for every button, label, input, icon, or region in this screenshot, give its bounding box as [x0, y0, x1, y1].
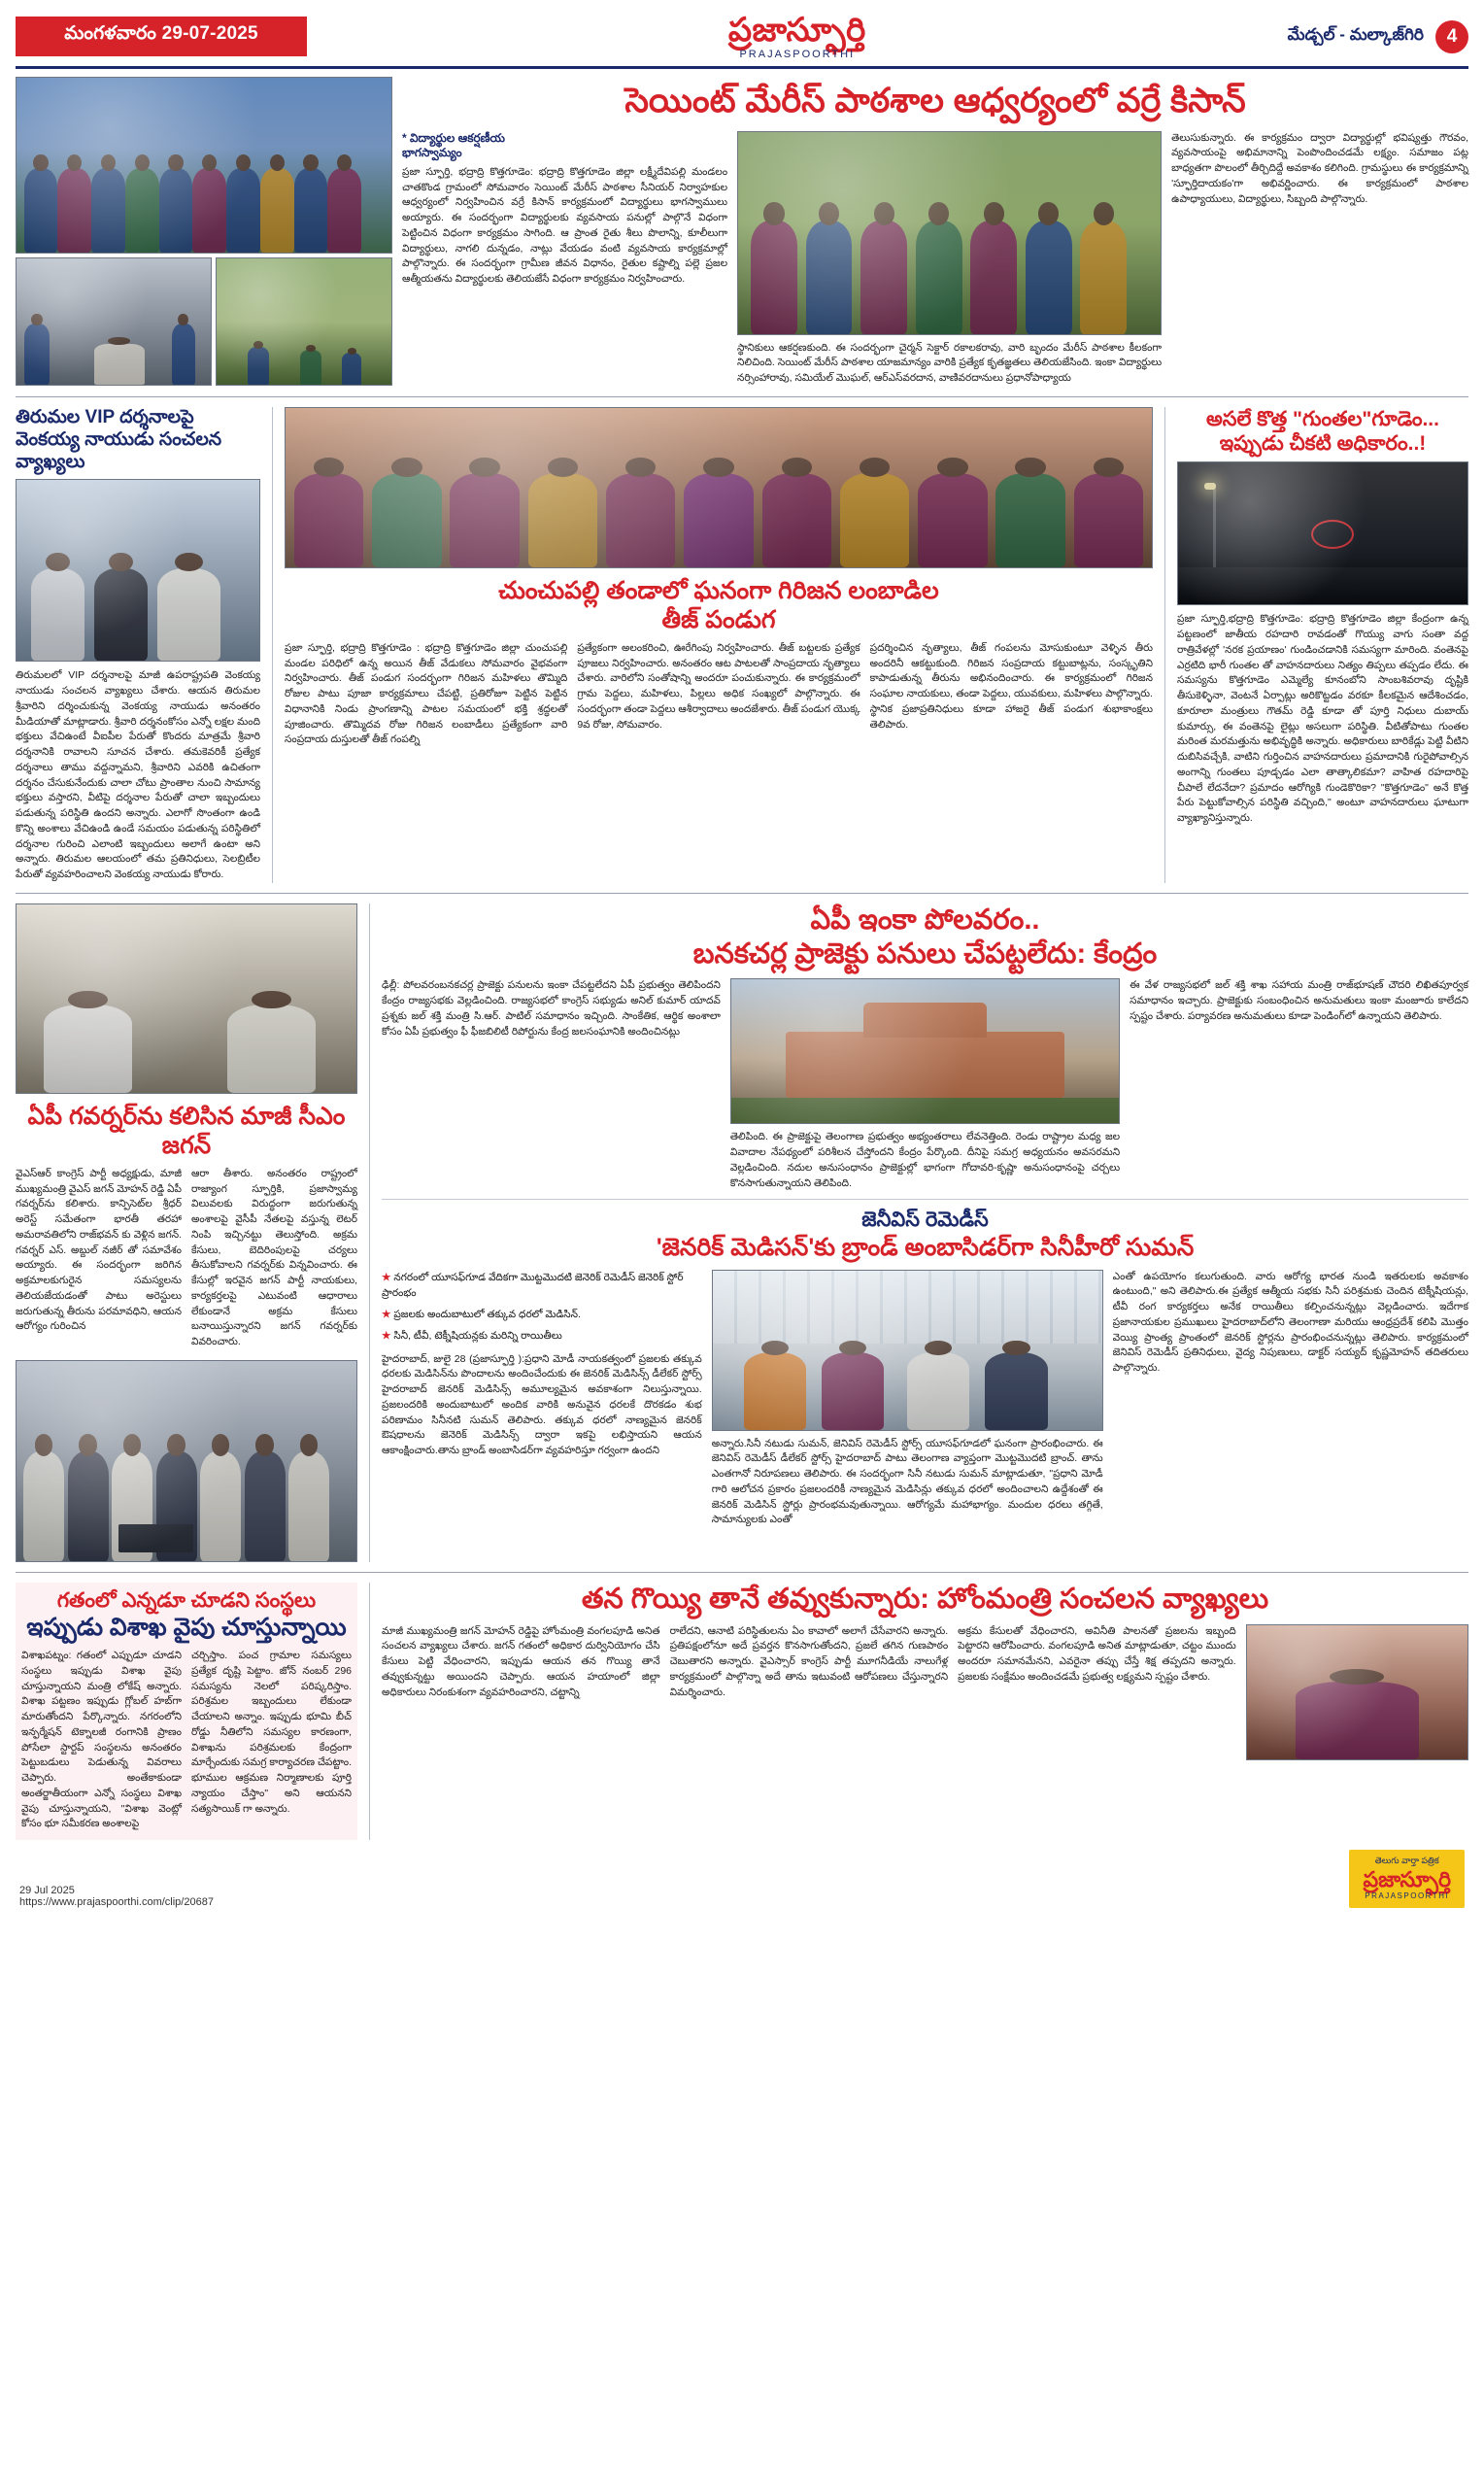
photo-bullock-cart	[16, 257, 212, 386]
generic-bullet-2: ★ సినీ, టీవీ, టెక్నీషియన్లకు మరిన్ని రాయితీలు	[382, 1330, 562, 1343]
lead-body-col-3: తెలుసుకున్నారు. ఈ కార్యక్రమం ద్వారా విద్యార్థుల్లో భవిష్యత్తు గౌరవం, వ్యవసాయంపై అభిమానాన్ని పెంపొందించడమే లక్ష్యం. సమాజం పట్ల బాధ్యతగా పొలంలో తీర్చిదిద్దే అవకాశం కలిగింది. గ్రామస్థులు ఈ కార్యక్రమాన్ని 'స్ఫూర్తిదాయకం'గా అభివర్ణించారు. ఈ కార్యక్రమంలో పాఠశాల ఉపాధ్యాయులు, విద్యార్థులు, సిబ్బంది పాల్గొన్నారు.	[1171, 131, 1468, 205]
lead-body-col-2: స్థానికులు ఆకర్షణకుంది. ఈ సందర్భంగా చైర్మన్ సెక్టార్ రకాలకరావు, వారి బృందం మేరీస్ పాఠశాల కీలకంగా నిలిచింది. సెయింట్ మేరీస్ పాఠశాల యాజమాన్యం వారికి ప్రత్యేక కృతజ్ఞతలు తెలియజేసింది. ఇంకా విద్యార్థులు నర్సింహారావు, సమియేల్ మొఘల్, ఆర్ఎస్‌వరదాన, వాణివరదానులు ప్రధానోపాధ్యాయ	[737, 341, 1163, 385]
logo-subtitle: PRAJASPOORTHI	[739, 48, 856, 60]
guntala-headline-2: ఇప్పుడు చీకటి అధికారం..!	[1219, 432, 1427, 456]
teej-headline-1: చుంచుపల్లి తండాలో ఘనంగా గిరిజన లంబాడిల	[498, 576, 939, 604]
photo-paddy-field	[216, 257, 393, 386]
teej-body-col-2: ప్రత్యేకంగా అలంకరించి, ఊరేగింపు నిర్వహించారు. తీజ్ బట్టలకు ప్రత్యేక పూజలు నిర్వహించారు. అనంతరం ఆట పాటలతో సాంప్రదాయ నృత్యాలు చేశారు. వారిలోని సంతోషాన్ని అందరూ పంచుకున్నారు. ఈ కార్యక్రమంలో గ్రామ పెద్దలు, మహిళలు, పిల్లలు అధిక సంఖ్యలో పాల్గొన్నారు. ఈ సందర్భంగా తండా పెద్దలు ఆశీర్వాదాలు అందజేశారు. తీజ్ పండుగ యొక్క 9వ రోజు, సోమవారం.	[577, 641, 860, 731]
story-teej	[285, 407, 1153, 883]
teej-body-col-3: ప్రదర్శించిన నృత్యాలు, తీజ్ గంపలను మోసుకుంటూ వెళ్ళిన తీరు అందరినీ ఆకట్టుకుంది. గిరిజన సంప్రదాయ కట్టుబాట్లను, సంస్కృతిని కాపాడుతున్న తీరును అభినందించారు. ఈ కార్యక్రమంలో గిరిజన సంఘాల నాయకులు, తండా పెద్దలు, యువకులు, మహిళలు పాల్గొన్నారు. స్థానిక ప్రజాప్రతినిధులు కూడా హాజరై తీజ్ పండుగ శుభాకాంక్షలు తెలిపారు.	[869, 641, 1153, 731]
footer-url[interactable]: https://www.prajaspoorthi.com/clip/20687	[19, 1896, 214, 1909]
generic-body-col-2: అన్నారు.సినీ నటుడు సుమన్, జెనివిస్ రెమెడీస్ స్టోర్స్ యూసఫ్‌గూడలో ఘనంగా ప్రారంభించారు. ఈ జెనివిస్ రెమెడీస్ డీలేకర్ స్టోర్స్ హైదరాబాద్ పాటు తెలంగాణ వ్యాప్తంగా మొట్టమొదటి బ్రాంచ్. తాను ఎంతగానో నిరూపణలు తెలిపారు. ఈ సందర్భంగా సినీ నటుడు సుమన్ మాట్లాడుతూ, "ప్రధాని మోడీ గారి ఆలోచన ప్రకారం ప్రజలందరికీ నాణ్యమైన మెడిసిన్లు తక్కువ ధరలో అందించాలని ఉద్దేశంతో ఈ జెనరిక్ మెడిసిన్ స్టోర్లు ప్రారంభమవుతున్నాయి. ఆరోగ్యమే మహాభాగ్యం. మందుల ధరలు తగ్గితే, సామాన్యులకు ఎంతో	[711, 1437, 1103, 1526]
photo-home-minister	[1246, 1624, 1468, 1760]
right-stack	[382, 903, 1468, 1562]
visakha-headline-1: గతంలో ఎన్నడూ చూడని సంస్థలు	[56, 1588, 317, 1612]
bullet-star-icon: ★	[382, 1309, 394, 1321]
bullet-star-icon: ★	[382, 1271, 394, 1283]
photo-students-planting	[16, 77, 392, 254]
home-minister-body-col-2: రాలేదని, ఆనాటి పరిస్థితులను ఏం కావాలో అలాగే చేసేవారని అన్నారు. ప్రతిపక్షంలోనూ అదే ప్రవర్తన కొనసాగుతోందని, ప్రజలే తగిన గుణపాఠం చెబుతారని అన్నారు. వైఎస్సార్ కాంగ్రెస్ పార్టీ మూగనీడియే నాలుగేళ్ల కార్యక్రమంలో పాల్గొన్నా అదే తాను ఇటువంటి ఆరోపణలు చేస్తున్నారని విమర్శించారు.	[669, 1624, 949, 1698]
generic-headline: 'జెనరిక్ మెడిసన్'కు బ్రాండ్ అంబాసిడర్‌గా సినీహీరో సుమన్	[656, 1233, 1195, 1261]
generic-bullet-0: ★ నగరంలో యూసఫ్‌గూడ వేదికగా మొట్టమొదటి జెనెరిక్ రెమెడీస్ జెనెరిక్ స్టోర్ ప్రారంభం	[382, 1271, 684, 1299]
lead-subhead-2: భాగస్వామ్యం	[402, 146, 462, 160]
jagan-body-col-2: ఆరా తీశారు. అనంతరం రాష్ట్రంలో రాజ్యాంగ స్ఫూర్తికి, ప్రజాస్వామ్య విలువలకు విరుద్ధంగా జరుగుతున్న అంశాలపై వైసీపీ నేతలపై వస్తున్న లెటర్ నింపి ఇచ్చినట్టు తెలుస్తోంది. అక్రమ కేసులు, బెదిరింపులపై చర్యలు తీసుకోవాలని గవర్నర్‌కు విన్నవించారు. ఈ కేసుల్లో ఇరవైన జగన్ పార్టీ నాయకులు, కార్యకర్తలపై ఎటువంటి ఆధారాలు లేకుండానే అక్రమ కేసులు బనాయిస్తున్నారని జగన్ గవర్నర్‌కు వివరించారు.	[191, 1167, 357, 1348]
photo-transplanting	[737, 131, 1162, 335]
band-three	[16, 903, 1468, 1562]
polavaram-headline-1: ఏపీ ఇంకా పోలవరం..	[810, 903, 1040, 936]
visakha-headline-2: ఇప్పుడు విశాఖ వైపు చూస్తున్నాయి	[26, 1614, 347, 1642]
story-generic-medicines	[382, 1208, 1468, 1528]
tirumala-headline-2: వెంకయ్య నాయుడు సంచలన వ్యాఖ్యలు	[16, 428, 222, 472]
story-jagan	[16, 903, 357, 1562]
page-footer	[16, 1840, 1468, 1920]
photo-teej-women	[285, 407, 1153, 568]
home-minister-body-col-1: మాజీ ముఖ్యమంత్రి జగన్ మోహన్ రెడ్డిపై హోంమంత్రి వంగలపూడి అనిత సంచలన వ్యాఖ్యలు చేశారు. జగన్ గతంలో అధికార దుర్వినియోగం చేసి కేసులు పెట్టి వేధించారని, ఇప్పుడు ఆయన తన గొయ్యి తానే తవ్వుకున్నట్టు అయిందని చెప్పారు. ఆయన హయాంలో జిల్లా అధికారులు నిరంకుశంగా వ్యవహరించారని, చట్టాన్ని	[382, 1624, 660, 1698]
home-minister-body-col-3: అక్రమ కేసులతో వేధించారని, అవినీతి పాలనతో ప్రజలను ఇబ్బంది పెట్టారని ఆరోపించారు. వంగలపూడి అనిత మాట్లాడుతూ, చట్టం ముందు అందరూ సమానమేనని, ఎవరైనా తప్పు చేస్తే శిక్ష తప్పదని అన్నారు. ప్రజలకు సంక్షేమం అందించడమే ప్రభుత్వ లక్ష్యమని స్పష్టం చేశారు.	[958, 1624, 1236, 1683]
footer-meta	[19, 1885, 214, 1908]
footer-logo-main: ప్రజాస్ఫూర్తి	[1363, 1867, 1451, 1892]
lead-body-col-1: ప్రజా స్ఫూర్తి, భద్రాద్రి కొత్తగూడెం: భద్రాద్రి కొత్తగూడెం జిల్లా లక్ష్మీదేవిపల్లి మండలం చాతకొండ గ్రామంలో సోమవారం సెయింట్ మేరీస్ పాఠశాల సీనియర్ నిర్వాహకుల ఆధ్వర్యంలో నిర్వహించిన వర్రే కిసాన్ కార్యక్రమంలో విద్యార్థులు భాగస్వాములు అయ్యారు. ఈ సందర్భంగా విద్యార్థులకు వ్యవసాయ పనుల్లో పాల్గొనే విధంగా పెట్టించిన విధంగా కార్యక్రమం సాగింది. ఆ ప్రాంత రైతు శీలు పొలాన్ని, కూలీలుగా విద్యార్థులు, నాగలి దున్నడం, నాట్లు వేయడం వంటి వ్యవసాయ కార్యక్రమాల్లో పాల్గొన్నారు. ఈ సందర్భంగా గ్రామీణ జీవన విధానం, రైతుల కష్టాల్ని పల్లె ప్రజల ఆత్మీయతను విద్యార్థులకు తెలియజేసే విధంగా కార్యక్రమం నిర్వహించారు.	[402, 165, 728, 286]
generic-body-col-1: హైదరాబాద్, జులై 28 (ప్రజాస్ఫూర్తి ):ప్రధాని మోడీ నాయకత్వంలో ప్రజలకు తక్కువ ధరలకు మెడిసిన్‌ను పొందాలను అందించేందుకు ఈ జెనరిక్ మెడిసిన్స్ డీలేకర్ స్టోర్స్ హైదరాబాద్ జెనరిక్ మెడిసిన్స్ అమూల్యమైన అవకాశంగా నిలుస్తున్నాయి. ప్రజలందరికి అందుబాటులో అందిక వారికి అనువైన ధరలకే దొరకడం శుభ పరిణామం సినీనటి సుమన్ తెలిపారు. తక్కువ ధరలో నాణ్యమైన జెనరిక్ ఔషధాలను జెనెరిక్ మెడిసిన్స్ ద్వారా ఇకపై లభిస్తాయని ఆయన ఆకాంక్షించారు.తాను బ్రాండ్ అంబాసిడర్‌గా వ్యవహరిస్తూ గర్వంగా ఉందని	[382, 1352, 702, 1457]
photo-store-launch	[712, 1270, 1103, 1431]
footer-logo-top: తెలుగు వార్తా పత్రిక	[1374, 1856, 1439, 1866]
teej-body-col-1: ప్రజా స్ఫూర్తి, భద్రాద్రి కొత్తగూడెం : భద్రాద్రి కొత్తగూడెం జిల్లా చుంచుపల్లి మండల పరిధిలో ఉన్న అయిన తీజ్ వేడుకలు సోమవారం వైభవంగా నిర్వహించారు. తీజ్ పండుగ సందర్భంగా గిరిజన మహిళలు తొమ్మిది రోజుల పాటు పూజా కార్యక్రమాలు చేపట్టి, ప్రతిరోజూ పెట్టిన పెట్టిన విధానానికి నిండు ప్రాంగణాన్ని పాటల సమయంలో భక్తి శ్రద్ధలతో పూజించారు. తొమ్మిదవ రోజు గిరిజన లంబాడీలు ప్రత్యేకంగా వారి సంప్రదాయ దుస్తులతో తీజ్ గంపల్ని	[285, 641, 568, 746]
band-four	[16, 1583, 1468, 1840]
band-two	[16, 407, 1468, 883]
generic-bullet-1: ★ ప్రజలకు అందుబాటులో తక్కువ ధరలో మెడిసిన్.	[382, 1309, 581, 1321]
polavaram-body-col-3: ఈ వేళ రాజ్యసభలో జల్ శక్తి శాఖ సహాయ మంత్రి రాజ్‌భూషణ్ చౌదరి లిఖితపూర్వక సమాధానం ఇచ్చారు. ప్రాజెక్టుకు సంబంధించిన అనుమతులు ఇంకా మంజూరు కాలేదని స్పష్టం చేశారు. పర్యావరణ అనుమతులు కూడా పెండింగ్‌లో ఉన్నాయని తెలిపారు.	[1130, 979, 1468, 1022]
logo-title: ప్రజాస్ఫూర్తి	[727, 12, 866, 49]
story-guntala	[1177, 407, 1468, 883]
story-tirumala	[16, 407, 260, 883]
jagan-headline: ఏపీ గవర్నర్‌ను కలిసిన మాజీ సీఎం జగన్	[27, 1102, 346, 1159]
generic-body-col-3: ఎంతో ఉపయోగం కలుగుతుంది. వారు ఆరోగ్య భారత నుండి ఇతరులకు అవకాశం ఉంటుంది," అని తెలిపారు.ఈ ప్రత్యేక ఆత్మీయ సభకు సినీ పరిశ్రమకు చెందిన టెక్నీషియన్లు, టీవీ రంగ కార్యకర్తలు అనేక రాయితీలు కల్పించనున్నట్లు వెల్లడించారు. ఇదేగాక ప్రజానాయకుల ప్రముఖులు హైదరాబాద్‌లోని తెలంగాణా మరియు ఆంధ్రప్రదేశ్ కలిపి మొత్తం వెయ్యి ప్రాంత్య ప్రాంతంలో జెనరిక్ స్టోర్లను ప్రారంభించనున్నట్లు తెలిపారు. కార్యక్రమంలో జెనివిస్ రెమెడీస్ ప్రతినిధులు, వైద్య నిపుణులు, డాక్టర్ సయ్యద్ కృష్ణమోహన్ తదితరులు పాల్గొన్నారు.	[1112, 1270, 1468, 1375]
footer-logo-sub: PRAJASPOORTHI	[1365, 1891, 1450, 1901]
lead-photo-stack	[16, 77, 392, 387]
edition-name: మేడ్చల్ - మల్కాజ్‌గిరి	[1287, 24, 1424, 44]
highlight-circle-icon	[1311, 520, 1354, 549]
guntala-headline-1: అసలే కొత్త "గుంతల"గూడెం...	[1206, 407, 1439, 430]
tirumala-headline-1: తిరుమల VIP దర్శనాలపై	[16, 406, 194, 427]
visakha-body-col-1: విశాఖపట్నం: గతంలో ఎప్పుడూ చూడని సంస్థలు ఇప్పుడు విశాఖ వైపు చూస్తున్నాయని మంత్రి లోకేష్ అన్నారు. విశాఖ పట్టణం ఇప్పుడు గ్లోబల్ హబ్‌గా మారుతోందని పేర్కొన్నారు. నగరంలోని ఇన్ఫర్మేషన్ టెక్నాలజీ రంగానికి ప్రాణం పోసేలా స్టార్టప్ సంస్థలను అనంతరం పెట్టుబడులు పెడుతున్న వివరాలు చెప్పారు. అంతేకాకుండా అంతర్జాతీయంగా ఎన్నో సంస్థలు విశాఖ వైపు చూస్తున్నాయని, "విశాఖ వెంట్లో కోసం భూ సమీకరణ అంశాలపై	[21, 1650, 182, 1830]
publication-logo	[307, 14, 1288, 60]
photo-venkaiah-naidu	[16, 479, 260, 662]
polavaram-body-col-2: తెలిపింది. ఈ ప్రాజెక్టుపై తెలంగాణ ప్రభుత్వం అభ్యంతరాలు లేవనెత్తింది. రెండు రాష్ట్రాల మధ్య జల వివాదాల నేపథ్యంలో పరిశీలన చేస్తోందని కేంద్రం పేర్కొంది. దీనిపై సమగ్ర అధ్యయనం అవసరమని వెల్లడించింది. నదుల అనుసంధానం ప్రాజెక్టుల్లో భాగంగా గోదావరి-కృష్ణా అనుసంధానంపై చర్చలు కొనసాగుతున్నాయని తెలిపింది.	[729, 1131, 1121, 1189]
teej-headline-2: తీజ్ పండుగ	[661, 605, 776, 633]
lead-headline: సెయింట్ మేరీస్ పాఠశాల ఆధ్వర్యంలో వర్రే కిసాన్	[402, 77, 1468, 127]
home-minister-headline: తన గొయ్యి తానే తవ్వుకున్నారు: హోంమంత్రి సంచలన వ్యాఖ్యలు	[581, 1583, 1269, 1615]
bullet-star-icon: ★	[382, 1330, 394, 1343]
story-visakha	[16, 1583, 357, 1840]
polavaram-headline-2: బనకచర్ల ప్రాజెక్టు పనులు చేపట్టలేదు: కేంద్రం	[692, 937, 1158, 970]
photo-night-road	[1177, 461, 1468, 605]
photo-parliament-building	[730, 978, 1120, 1124]
generic-kicker: జెనీవిస్ రెమెడీస్	[861, 1209, 989, 1232]
visakha-body-col-2: చర్చిస్తాం. పంచ గ్రామాల సమస్యలు ప్రత్యేక దృష్టి పెట్టాం. జోన్ నంబర్ 296 సమస్యను నెలలో పరిష్కరిస్తాం. పరిశ్రమల ఇబ్బందులు లేకుండా చేయాలని అన్నాం. ఇప్పుడు భూమి బీచ్ రోడ్డు నీతిలోని సమస్యల కారణంగా, విశాఖను పరిశ్రమలకు కేంద్రంగా మార్చేందుకు సమగ్ర కార్యాచరణ చేపట్టాం. భూముల ఆక్రమణ నిర్మాణాలకు పూర్తి న్యాయం చేస్తాం" అని ఆయనని సత్యసాయిక్ గా అన్నారు.	[191, 1650, 352, 1815]
footer-date: 29 Jul 2025	[19, 1885, 75, 1897]
photo-meeting-laptop	[16, 1360, 357, 1562]
footer-logo	[1349, 1850, 1465, 1908]
edition-block	[1288, 20, 1468, 53]
jagan-body-col-1: వైఎస్ఆర్ కాంగ్రెస్ పార్టీ అధ్యక్షుడు, మాజీ ముఖ్యమంత్రి వైఎస్ జగన్ మోహన్ రెడ్డి ఏపీ గవర్నర్‌ను కలిశారు. కాన్పిసెట్‌ల శ్రీధర్ అరెస్ట్ సమేతంగా భారతీ తరహా అమరావతిలోని రాజ్‌భవన్ కు వెళ్లిన జగన్. గవర్నర్ ఎస్. అబ్దుల్ నజీర్ తో సమావేశం అయ్యారు. ఈ సందర్భంగా జరిగిన అక్రమాలకుగురైన సమస్యలను తెలియజేయడంతో పాటు అరెస్టులు జరుగుతున్న తీరును పరమావధిని, ఆయన ఆరోగ్యం గురించిన	[16, 1167, 182, 1333]
lead-story	[16, 77, 1468, 387]
lead-subhead-1: * విద్యార్థుల ఆకర్షణీయ	[402, 130, 505, 145]
tirumala-body: తిరుమలలో VIP దర్శనాలపై మాజీ ఉపరాష్ట్రపతి వెంకయ్య నాయుడు సంచలన వ్యాఖ్యలు చేశారు. ఆయన తిరుమల శ్రీవారిని దర్శించుకున్న వెంకయ్య నాయుడు అనంతరం మీడియాతో మాట్లాడారు. శ్రీవారి దర్శనంకోసం ఎన్నో లక్షల మంది భక్తులు వేచిఉంటే వీఐపీల పేరుతో కొందరు మాత్రమే శ్రీవారి దర్శనానికి రావాలని సూచన చేశారు. తమకెవరికీ ప్రత్యేక దర్శనాలు తాము వద్దన్నామని, శ్రీవారిని ఎవరికి ఉచితంగా దర్శనం చేసుకునేందుకు చాలా చోటు ప్రాంతాల నుంచి సామాన్య భక్తులు వస్తారని, వీటిపై దర్శనాల పేరుతో చాలా ఇబ్బందులు పడుతున్న పరిస్థితి ఉందని అన్నారు. ఎలాగో సొంతంగా ఉండి కొన్ని అంశాలు వేచిఉండి ఉండే సమయం పడుతున్న పరిస్థితిలో దర్శనాల గురించి ఎలాంటి ఇబ్బందులు అలాగే ఉంటా అని అన్నారు. తిరుమల ఆలయంలో తమ ప్రతినిధులు, సెలబ్రిటీల పేరుతో వ్యవహరించాలని వెంకయ్య నాయుడు కోరారు.	[16, 669, 260, 881]
story-home-minister	[382, 1583, 1468, 1840]
issue-date: మంగళవారం 29-07-2025	[16, 17, 307, 56]
page-number: 4	[1435, 20, 1468, 53]
photo-jagan-governor	[16, 903, 357, 1094]
polavaram-body-col-1: ఢిల్లీ: పోలవరంబనకచర్ల ప్రాజెక్టు పనులను ఇంకా చేపట్టలేదని ఏపీ ప్రభుత్వం తెలిపిందని కేంద్రం రాజ్యసభకు వెల్లడించింది. రాజ్యసభలో కాంగ్రెస్ సభ్యుడు అనిల్ కుమార్ యాదవ్ ప్రశ్నకు జల్ శక్తి మంత్రి సి.ఆర్. పాటిల్ సమాధానం ఇచ్చింది. సాంకేతిక, ఆర్థిక అంశాలా కోసం ఏపీ ప్రభుత్వం ఫీ ఫీజబిలిటీ రిపోర్టును కేంద్ర జలసంఘానికి అందించినట్లు	[382, 979, 721, 1038]
masthead	[16, 14, 1468, 69]
guntala-body: ప్రజా స్ఫూర్తి,భద్రాద్రి కొత్తగూడెం: భద్రాద్రి కొత్తగూడెం జిల్లా కేంద్రంగా ఉన్న పట్టణంలో జాతీయ రహదారి రావడంతో గొయ్యు వాగు సంతా వద్ద రాత్రివేళల్లో 'నరక ప్రయాణం' గుండించడానికి సమస్యగా మారింది. వంతెనపై ఎర్రటిది భారీ గుంతల తో వాహనదారులు నిత్యం తిప్పలు తప్పడం లేదు. ఈ సమస్యను కొత్తగూడెం ఎమ్మెల్యే కూనంబోని సాంబశివరావు దృష్టికి తీసుకెళ్ళినా, వెంటనే ఏర్పాట్లు అరికొట్టడం వరకూ కీలకమైన ఆదేశించడం, కూరూలా మంత్రులు గౌతమ్ రెడ్డి కూడా తో పూర్తి నిధులు దుబాయ్ కుమార్సు, ఈ వంతెనపై లైట్లు అసలుగా పరిస్థితి. వీటితోపాటు గుంతల మరింత మరమత్తును అభివృద్ధికి అన్నారు. అధికారులు బారికేడ్లు పెట్టి వీటిని దుబిసివచ్చేకి, వాటిని గుర్తించిన వాహనదారులు ప్రమాదానికి గురైపోవాల్సిన అంగాన్ని గుంతలు పూడ్చడం ఎలా తాత్కాలికమా? వాహిత రహదారిపై చీపాలే లేదనేదా? ప్రమాదం ఆరోగ్యికి గుండెకొరికా? "కొత్తగూడెం" అనే కొత్త పేరు పెట్టుకోవాల్సిన పరిస్థితి వచ్చింది," అంటూ వాహనదారులు ఘాటుగా వ్యాఖ్యానిస్తున్నారు.	[1177, 613, 1468, 825]
